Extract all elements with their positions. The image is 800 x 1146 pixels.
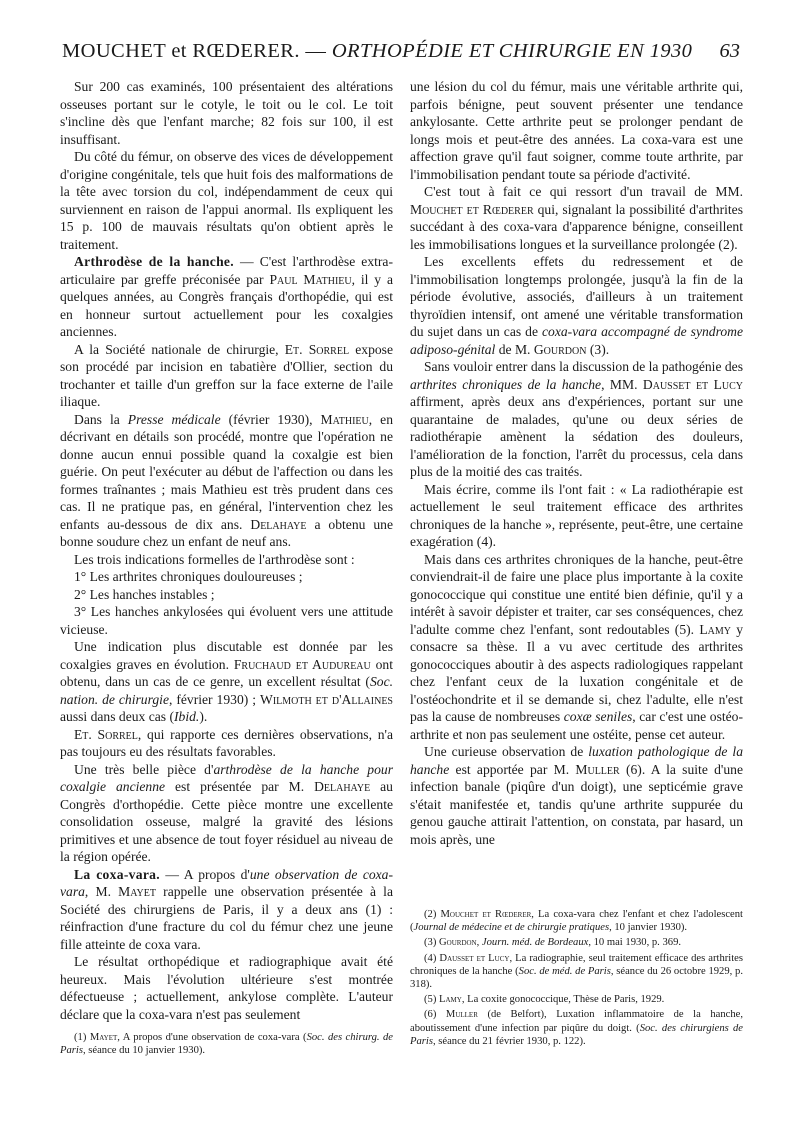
author-name: Delahaye — [314, 779, 371, 794]
list-item: 3° Les hanches ankylosées qui évoluent vers une attitude vicieuse. — [60, 604, 393, 637]
author-name: Paul Mathieu — [269, 271, 352, 287]
footnote: (3) Gourdon, Journ. méd. de Bordeaux, 10 mai 1930, p. 369. — [424, 937, 682, 949]
author-name: Mathieu — [320, 411, 369, 427]
author-name: Gourdon — [533, 341, 587, 357]
footnote: (5) Lamy, La coxite gonococcique, Thèse de Paris, 1929. — [424, 994, 665, 1006]
paragraph: Mais dans ces arthrites chroniques de la hanche, peut-être conviendrait-il de faire une place plus importante à la coxite gonococcique qui constitue une entité bien définie, qu'il y a intérêt à savoir dépister et traiter, car ses conséquences, chez l'adulte comme chez l'enfant, sont redoutables (5). Lamy y consacre sa thèse. Il a vu avec certitude des arthrites gonococciques aboutir à des aspects radiologiques rappelant chez l'enfant ceux de la luxation congénitale et de l'ostéochondrite et il se demande si, chez l'adulte, elle n'est pas la cause de nombreuses coxæ seniles, car c'est une ostéo-arthrite et non pas seulement une ostéite, pense cet auteur. — [410, 551, 744, 742]
author-name: Muller — [445, 1009, 478, 1021]
header-title: MOUCHET et RŒDERER. — ORTHOPÉDIE ET CHIRURGIE EN 1930 — [62, 40, 693, 62]
paragraph: Une très belle pièce d'arthrodèse de la hanche pour coxalgie ancienne est présentée par M. Delahaye au Congrès d'orthopédie. Cette pièce montre une excellente consolidation osseuse, malgré la gravité des lésions primitives et une absence de tout foyer résiduel au niveau de la région opérée. — [60, 761, 393, 864]
author-name: Dausset et Lucy — [439, 952, 510, 964]
section-heading: La coxa-vara. — [74, 866, 160, 882]
running-header — [60, 40, 740, 70]
paragraph: une lésion du col du fémur, mais une véritable arthrite qui, parfois bénigne, peut souvent présenter une tendance ankylosante. Cette arthrite peut se prolonger pendant de longs mois et peut-être des années. La coxa-vara est une affection grave qu'il faut soigner, comme toute arthrite, par l'immobilisation pendant toute sa période d'activité. — [410, 79, 743, 182]
paragraph: Sur 200 cas examinés, 100 présentaient des altérations osseuses portant sur le cotyle, le toit ou le col. Le toit s'incline dès que l'enfant marche; 82 fois sur 100, il est insuffisant. — [60, 79, 393, 147]
paragraph: La coxa-vara. — A propos d'une observation de coxa-vara, M. Mayet rappelle une observation présentée à la Société des chirurgiens de Paris, il y a deux ans (1) : réinfraction d'une fracture du col du fémur chez une jeune fille atteinte de coxa vara. — [60, 866, 394, 952]
paragraph: Une indication plus discutable est donnée par les coxalgies graves en évolution. Fruchaud et Audureau ont obtenu, dans un cas de ce genre, un excellent résultat (Soc. nation. de chirurgie, février 1930) ; Wilmoth et d'Allaines aussi dans deux cas (Ibid.). — [60, 639, 393, 724]
author-name: Mouchet et Rœderer — [410, 201, 534, 217]
author-name: Lamy — [699, 621, 731, 637]
paragraph: Et. Sorrel, qui rapporte ces dernières observations, n'a pas toujours eu des résultats favorables. — [60, 726, 393, 759]
paragraph: Du côté du fémur, on observe des vices de développement d'origine congénitale, tels que huit fois des malformations de la tête avec torsion du col, indépendamment de ceux qui surviennent en raison de l'appui anormal. Ils expliquent les 15 p. 100 de mauvais résultats qu'on obtient après le traitement. — [60, 149, 393, 252]
author-name: Mayet — [89, 1032, 118, 1043]
journal-name: Presse médicale — [127, 411, 221, 427]
author-name: Dausset et Lucy — [642, 376, 743, 392]
paragraph: Les trois indications formelles de l'arthrodèse sont : — [74, 551, 355, 567]
right-column — [410, 78, 743, 848]
author-name: Wilmoth et d'Allaines — [259, 691, 393, 707]
paragraph: Dans la Presse médicale (février 1930), Mathieu, en décrivant en détails son procédé, montre que l'opération ne donne aucun ennui possible quand la coxalgie est bien guérie. On peut l'exécuter au début de l'affection ou dans les formes traînantes ; mais Mathieu est très prudent dans ces cas. Il ne pratique pas, en général, l'intervention chez les enfants au-dessous de dix ans. Delahaye a obtenu une bonne soudure chez un enfant de neuf ans. — [60, 411, 394, 549]
author-name: Fruchaud et Audureau — [233, 656, 371, 672]
paragraph: Mais écrire, comme ils l'ont fait : « La radiothérapie est actuellement le seul traitement efficace des arthrites chroniques de la hanche », représente, peut-être, une certaine exagération (4). — [410, 481, 743, 549]
author-name: Delahaye — [250, 516, 307, 532]
paragraph: Les excellents effets du redressement et de l'immobilisation longtemps prolongée, jusqu'à la fin de la période évolutive, associés, d'ailleurs à un traitement thyroïdien intensif, ont amené une véritable transformation du sujet dans un cas de coxa-vara accompagné de syndrome adiposo-génital de M. Gourdon (3). — [410, 254, 743, 357]
paragraph: Arthrodèse de la hanche. — C'est l'arthrodèse extra-articulaire par greffe préconisée par Paul Mathieu, il y a quelques années, au Congrès français d'orthopédie, qui est en honneur surtout actuellement pour les coxalgies anciennes. — [60, 254, 393, 339]
footnote: (1) Mayet, A propos d'une observation de coxa-vara (Soc. des chirurg. de Paris, séance du 10 janvier 1930). — [60, 1032, 393, 1057]
left-column — [60, 78, 393, 1023]
paragraph: Sans vouloir entrer dans la discussion de la pathogénie des arthrites chroniques de la hanche, MM. Dausset et Lucy affirment, après deux ans d'expériences, portant sur une quarantaine de malades, qu'une ou deux séries de radiothérapie amènent la sédation des douleurs, l'amélioration de la fonction, l'arrêt du processus, cela dans plus de la moitié des cas traités. — [410, 359, 744, 479]
author-name: Lamy — [439, 994, 462, 1006]
footnote: (2) Mouchet et Rœderer, La coxa-vara chez l'enfant et chez l'adolescent (Journal de médecine et de chirurgie pratiques, 10 janvier 1930). — [410, 909, 743, 934]
author-name: Muller — [575, 761, 620, 777]
footnotes-right — [410, 908, 743, 1050]
author-name: Mouchet et Rœderer — [440, 909, 532, 920]
page-number: 63 — [719, 40, 740, 62]
author-name: Mayet — [118, 884, 156, 899]
list-item: 2° Les hanches instables ; — [74, 586, 215, 602]
header-authors: MOUCHET et RŒDERER. — [62, 40, 300, 62]
author-name: Et. Sorrel — [284, 341, 350, 357]
paragraph: C'est tout à fait ce qui ressort d'un travail de MM. Mouchet et Rœderer qui, signalant la possibilité d'arthrites succédant à des coxa-vara d'apparence bénigne, conseillent les immobilisations longues et la surveillance prolongée (2). — [410, 184, 744, 252]
header-journal-title: ORTHOPÉDIE ET CHIRURGIE EN 1930 — [331, 40, 693, 62]
footnote: (4) Dausset et Lucy, La radiographie, seul traitement efficace des arthrites chroniques de la hanche (Soc. de méd. de Paris, séance du 26 octobre 1929, p. 318). — [410, 952, 743, 991]
footnotes-left — [60, 1031, 393, 1057]
paragraph: A la Société nationale de chirurgie, Et. Sorrel expose son procédé par incision en tabatière d'Ollier, section du trochanter et taille d'un greffon sur la face externe de l'aile iliaque. — [60, 341, 393, 409]
section-heading: Arthrodèse de la hanche. — [74, 254, 234, 269]
paragraph: Le résultat orthopédique et radiographique avait été heureux. Mais l'évolution ultérieure s'est montrée défectueuse ; actuellement, ankylose complète. L'auteur déclare que la coxa-vara n'est pas seulement — [60, 954, 393, 1022]
author-name: Gourdon — [439, 937, 477, 949]
paragraph: Une curieuse observation de luxation pathologique de la hanche est apportée par M. Muller (6). A la suite d'une infection banale (piqûre d'un doigt), une septicémie grave s'était manifestée et, tandis qu'une arthrite suppurée du genou gauche attirait l'attention, on constata, par hasard, un mois après, une — [410, 744, 744, 847]
author-name: Et. Sorrel — [74, 726, 138, 742]
list-item: 1° Les arthrites chroniques douloureuses ; — [74, 569, 303, 584]
footnote: (6) Muller (de Belfort), Luxation inflammatoire de la hanche, aboutissement d'une infection par piqûre du doigt. (Soc. des chirurgiens de Paris, séance du 21 février 1930, p. 122). — [410, 1009, 743, 1047]
journal-name: Soc. nation. de chirurgie — [60, 674, 393, 707]
